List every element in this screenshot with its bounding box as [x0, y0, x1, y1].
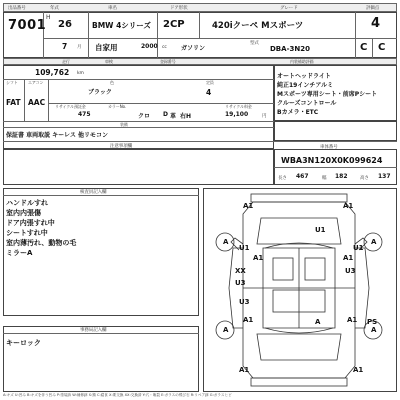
lot-number: 7001 — [8, 18, 47, 33]
damage-mark: U3 — [239, 298, 250, 306]
label-width: 幅 — [322, 176, 327, 181]
option-item: 純正19インチアルミ — [277, 82, 334, 89]
year-era: H — [46, 14, 51, 21]
height-value: 137 — [378, 173, 391, 180]
displacement: 2000 — [141, 43, 158, 50]
inspector-note: シートすれ中 — [6, 229, 48, 237]
label-model: 型式 — [250, 41, 259, 46]
options-list — [277, 72, 395, 117]
yen-unit: 円 — [262, 114, 267, 119]
damage-mark: A — [371, 238, 377, 246]
month-unit: 月 — [77, 45, 82, 50]
fuel-type: ガソリン — [181, 45, 206, 52]
grade-name: 420iクーペ Mスポーツ — [212, 21, 304, 31]
length-value: 467 — [296, 173, 309, 180]
option-item: Bカメラ・ETC — [277, 109, 319, 116]
year-value: 26 — [58, 19, 72, 30]
damage-mark: A — [371, 326, 377, 334]
mileage-value: 109,762 — [35, 68, 70, 77]
seller-note: キーロック — [6, 339, 41, 347]
label-recycle: リサイクル預託金 — [55, 104, 86, 109]
score-value: 4 — [371, 16, 381, 31]
damage-mark: A1 — [253, 254, 264, 262]
damage-mark: U3 — [235, 279, 246, 287]
label-int-score: 内装補助評価 — [290, 59, 314, 64]
damage-mark: A1 — [239, 366, 250, 374]
label-length: 長さ — [278, 176, 287, 181]
label-height: 高さ — [360, 176, 369, 181]
month-value: 7 — [62, 42, 68, 51]
label-seat: シフト — [6, 80, 18, 85]
inspector-note: 室内内張傷 — [6, 209, 41, 217]
cc-unit: cc — [162, 45, 167, 50]
damage-mark: PS — [367, 318, 378, 326]
option-item: オートヘッドライト — [277, 73, 331, 80]
label-inspector: 検査員記入欄 — [80, 190, 107, 195]
km-unit: km — [77, 71, 84, 76]
label-seller: 事務局記入欄 — [80, 328, 107, 333]
color-name: ブラック — [88, 89, 112, 96]
label-aircon: エアコン — [28, 80, 44, 85]
width-value: 182 — [335, 173, 348, 180]
damage-mark: U1 — [239, 244, 250, 252]
label-mileage: 走行 — [62, 59, 70, 64]
usage-type: 自家用 — [95, 43, 118, 52]
damage-mark: A — [223, 238, 229, 246]
damage-mark: XX — [235, 267, 246, 275]
label-year: 年式 — [50, 6, 59, 11]
label-lot: 出品番号 — [8, 6, 26, 11]
interior-score-a: C — [360, 42, 368, 53]
remarks-frame — [3, 149, 274, 185]
label-equipment: 装備 — [120, 122, 128, 127]
shift-type: FAT — [6, 98, 21, 107]
damage-mark: U1 — [353, 244, 364, 252]
label-color: 色 — [110, 80, 114, 85]
damage-mark: A1 — [353, 366, 364, 374]
inspector-note: 室内薄汚れ、動物の毛 — [6, 239, 77, 247]
extra-leather: 革 — [170, 113, 177, 120]
damage-mark: A1 — [347, 316, 358, 324]
header-label-row — [3, 3, 397, 12]
label-remarks: 注意事項欄 — [110, 144, 132, 149]
damage-mark: A1 — [343, 254, 354, 262]
damage-mark: A — [223, 326, 229, 334]
extra-rhd: 右H — [180, 113, 192, 120]
interior-score-b: C — [378, 42, 386, 53]
label-grade: グレード — [280, 6, 298, 11]
label-reg: 登録番号 — [160, 59, 176, 64]
damage-mark: U1 — [315, 226, 326, 234]
inspector-note: ミラーA — [6, 249, 33, 257]
label-inspection: 車検 — [105, 59, 113, 64]
label-make: 車名 — [108, 6, 117, 11]
damage-mark: A1 — [343, 202, 354, 210]
option-item: Mスポーツ専用シート・前席Pシート — [277, 91, 378, 98]
car-diagram — [203, 188, 397, 392]
damage-mark: A1 — [243, 316, 254, 324]
option-item: クルーズコントロール — [277, 100, 337, 107]
label-vin: 車体番号 — [320, 145, 338, 150]
damage-mark: U3 — [345, 267, 356, 275]
passenger-count: 4 — [206, 88, 212, 97]
recycle-value: 475 — [78, 111, 91, 118]
label-color-code: カラーNo. — [108, 104, 127, 109]
damage-mark: A — [315, 318, 321, 326]
inspector-note: ドア内張すれ中 — [6, 219, 55, 227]
label-passengers: 定員 — [206, 80, 214, 85]
model-code: DBA-3N20 — [270, 45, 310, 53]
seller-frame — [3, 326, 199, 392]
seller-notes — [6, 338, 196, 348]
damage-mark: A1 — [243, 202, 254, 210]
make-name: BMW 4シリーズ — [92, 21, 151, 30]
inspector-notes — [6, 198, 196, 258]
door-type: 2CP — [163, 19, 185, 30]
vin-value: WBA3N120X0K099624 — [281, 156, 383, 165]
label-recycle-fee: リサイクル料金 — [225, 104, 252, 109]
recycle-fee-value: 19,100 — [225, 111, 249, 118]
door-mark: D — [163, 111, 168, 118]
inspector-note: ハンドルすれ — [6, 199, 48, 207]
aircon-type: AAC — [28, 98, 46, 107]
warranty-line: 保証書 車両取説 キーレス 他リモコン — [6, 132, 108, 139]
legend-footer: A:キズ U:凹み B:キズを伴う凹み P:塗装跡 W:補修跡 S:錆 C:腐食 X:要交換 XX:交換済 Y:穴・亀裂 E:ガラスの飛び石 R:リペア跡 G:ガラスヒビ — [3, 393, 232, 397]
color-type: クロ — [138, 113, 151, 120]
label-door: ドア形状 — [170, 6, 188, 11]
label-score: 評価点 — [366, 6, 380, 11]
